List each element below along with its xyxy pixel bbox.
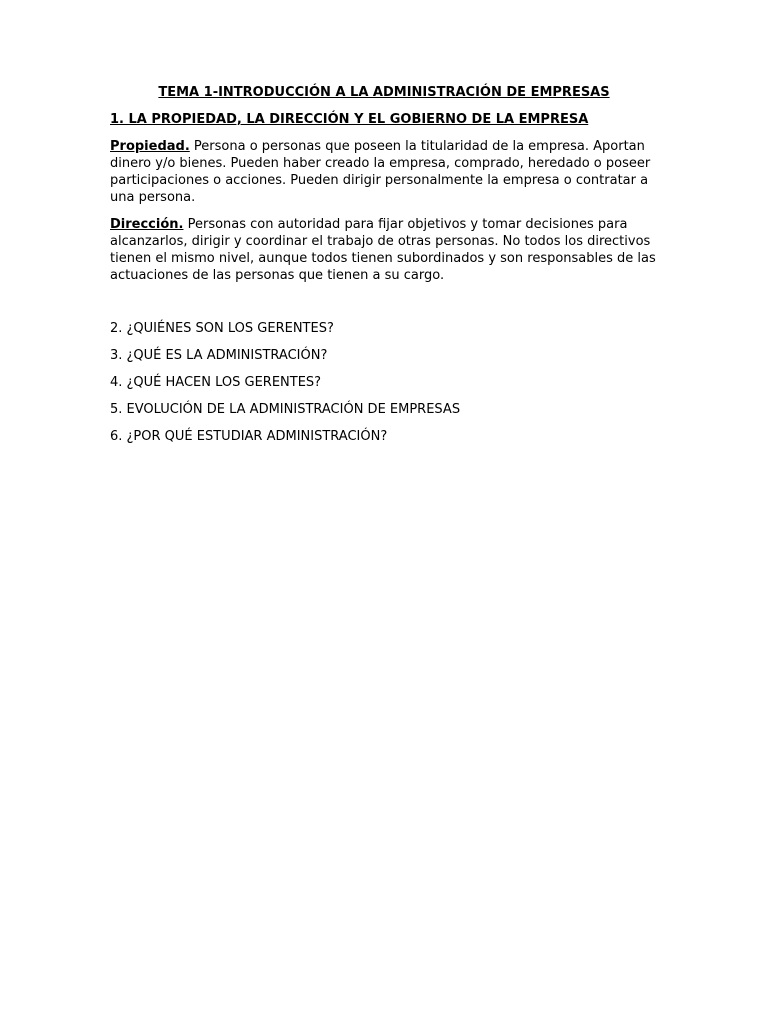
section-4-heading: 4. ¿QUÉ HACEN LOS GERENTES? [110, 375, 322, 390]
document-content [110, 84, 658, 455]
paragraph-propiedad-text: Persona o personas que poseen la titularidad de la empresa. Aportan dinero y/o bienes. Pueden haber creado la empresa, comprado, heredado o poseer participaciones o acciones. Pueden dirigir personalmente la empresa o contratar a una persona. [110, 139, 651, 205]
paragraph-direccion-text: Personas con autoridad para fijar objetivos y tomar decisiones para alcanzarlos, dirigir y coordinar el trabajo de otras personas. No todos los directivos tienen el mismo nivel, aunque todos tienen subordinados y son responsables de las actuaciones de las personas que tienen a su cargo. [110, 217, 656, 283]
document-title: TEMA 1-INTRODUCCIÓN A LA ADMINISTRACIÓN DE EMPRESAS [158, 85, 610, 100]
term-propiedad: Propiedad. [110, 139, 190, 154]
paragraph-propiedad [110, 138, 658, 206]
section-2-heading: 2. ¿QUIÉNES SON LOS GERENTES? [110, 321, 334, 336]
term-direccion: Dirección. [110, 217, 184, 232]
section-1-heading: 1. LA PROPIEDAD, LA DIRECCIÓN Y EL GOBIERNO DE LA EMPRESA [110, 112, 589, 127]
section-6-heading: 6. ¿POR QUÉ ESTUDIAR ADMINISTRACIÓN? [110, 429, 388, 444]
section-3-heading: 3. ¿QUÉ ES LA ADMINISTRACIÓN? [110, 348, 328, 363]
blank-spacer [110, 294, 658, 320]
section-5-heading: 5. EVOLUCIÓN DE LA ADMINISTRACIÓN DE EMPRESAS [110, 402, 461, 417]
paragraph-direccion [110, 216, 658, 284]
